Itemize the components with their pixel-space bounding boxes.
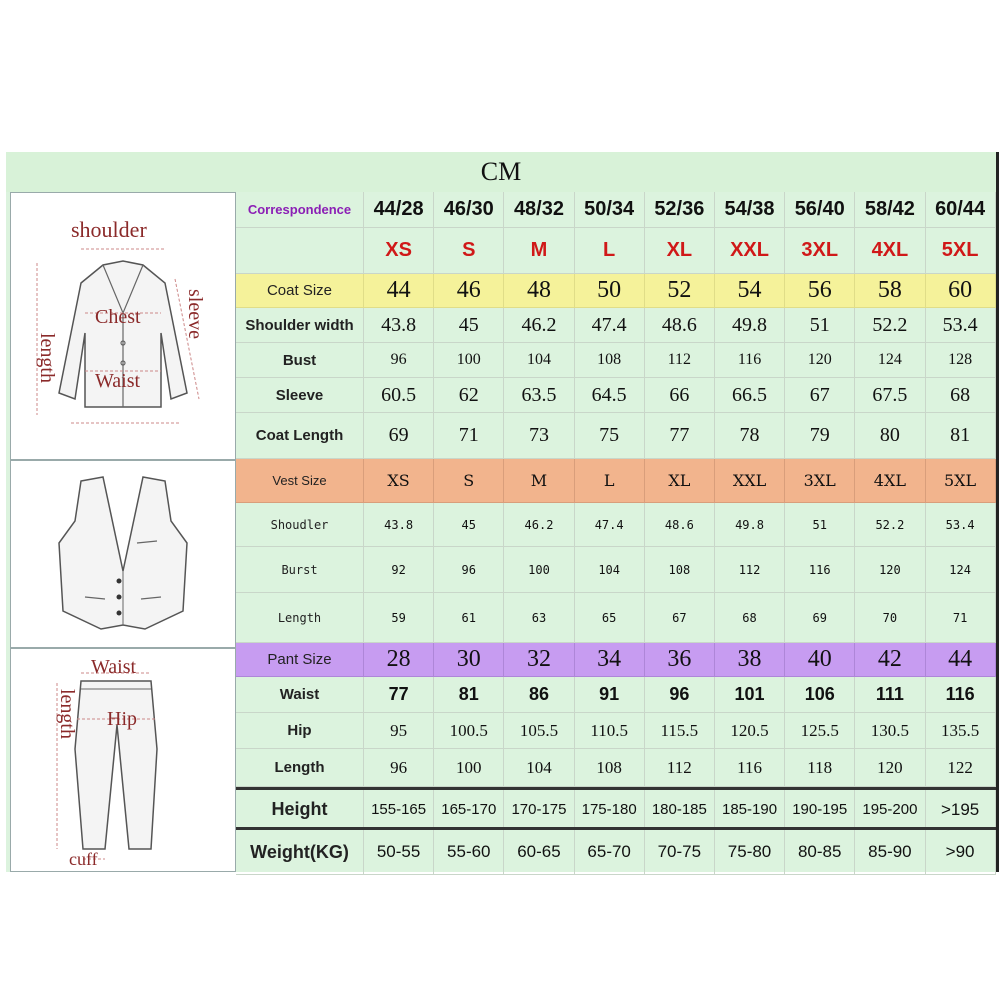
size-cell: 60-65 — [504, 830, 574, 875]
size-cell: 120 — [855, 749, 925, 787]
row-label: Pant Size — [236, 643, 364, 677]
size-cell: 56 — [785, 274, 855, 308]
size-cell: 52.2 — [855, 503, 925, 547]
size-cell: 91 — [575, 677, 645, 713]
size-cell: 79 — [785, 413, 855, 459]
pant-label-length: length — [56, 689, 78, 739]
size-cell: 165-170 — [434, 790, 504, 830]
bust-row — [236, 343, 996, 378]
vest-length-row — [236, 593, 996, 643]
size-cell: 70 — [855, 593, 925, 643]
unit-title: CM — [6, 152, 996, 192]
size-cell: 4XL — [855, 459, 925, 503]
size-cell: 100 — [434, 749, 504, 787]
row-label: Vest Size — [236, 459, 364, 503]
size-cell: 32 — [504, 643, 574, 677]
size-cell: 80-85 — [785, 830, 855, 875]
row-label: Weight(KG) — [236, 830, 364, 875]
size-cell: 77 — [645, 413, 715, 459]
row-label: Coat Size — [236, 274, 364, 308]
size-cell: 59 — [364, 593, 434, 643]
size-cell: 65-70 — [575, 830, 645, 875]
size-cell: 52 — [645, 274, 715, 308]
size-cell: 49.8 — [715, 308, 785, 343]
size-cell: 112 — [645, 343, 715, 378]
size-cell: 110.5 — [575, 713, 645, 749]
size-cell: 44/28 — [364, 192, 434, 228]
pant-size-row — [236, 643, 996, 677]
row-label: Height — [236, 790, 364, 830]
size-cell: 100.5 — [434, 713, 504, 749]
vest-burst-row — [236, 547, 996, 593]
size-cell: 5XL — [926, 459, 996, 503]
coat-size-row — [236, 274, 996, 308]
coat-label-waist: Waist — [95, 370, 141, 392]
pant-label-cuff: cuff — [69, 849, 98, 869]
size-cell: 92 — [364, 547, 434, 593]
size-cell: 96 — [364, 749, 434, 787]
weight-row — [236, 827, 996, 875]
size-cell: 100 — [504, 547, 574, 593]
size-cell: 3XL — [785, 459, 855, 503]
size-cell: 63.5 — [504, 378, 574, 413]
size-cell: 85-90 — [855, 830, 925, 875]
size-cell: 96 — [434, 547, 504, 593]
size-cell: 53.4 — [926, 503, 996, 547]
pant-waist-row — [236, 677, 996, 713]
size-cell: 34 — [575, 643, 645, 677]
size-cell: 86 — [504, 677, 574, 713]
size-cell: 43.8 — [364, 308, 434, 343]
size-cell: 67 — [785, 378, 855, 413]
size-cell: 175-180 — [575, 790, 645, 830]
coat-illustration — [11, 193, 235, 459]
size-cell: 115.5 — [645, 713, 715, 749]
pant-illustration — [11, 649, 235, 871]
size-cell: 58/42 — [855, 192, 925, 228]
size-cell: 45 — [434, 503, 504, 547]
row-label — [236, 228, 364, 274]
size-cell: XXL — [715, 459, 785, 503]
size-cell: 49.8 — [715, 503, 785, 547]
size-cell: XS — [364, 228, 434, 274]
size-cell: 69 — [364, 413, 434, 459]
row-label: Sleeve — [236, 378, 364, 413]
vest-diagram — [10, 460, 236, 648]
size-cell: 120 — [785, 343, 855, 378]
size-cell: 65 — [575, 593, 645, 643]
size-cell: 43.8 — [364, 503, 434, 547]
size-cell: 28 — [364, 643, 434, 677]
size-cell: 68 — [715, 593, 785, 643]
row-label: Hip — [236, 713, 364, 749]
size-cell: 54/38 — [715, 192, 785, 228]
size-cell: 81 — [434, 677, 504, 713]
correspondence-row — [236, 192, 996, 228]
size-cell: XL — [645, 228, 715, 274]
size-cell: 106 — [785, 677, 855, 713]
row-label: Length — [236, 593, 364, 643]
size-cell: 56/40 — [785, 192, 855, 228]
size-cell: 75 — [575, 413, 645, 459]
pant-hip-row — [236, 713, 996, 749]
size-cell: 104 — [504, 343, 574, 378]
size-cell: 112 — [645, 749, 715, 787]
size-cell: 40 — [785, 643, 855, 677]
size-cell: XXL — [715, 228, 785, 274]
size-cell: 190-195 — [785, 790, 855, 830]
size-cell: 47.4 — [575, 503, 645, 547]
size-cell: 70-75 — [645, 830, 715, 875]
size-chart — [6, 152, 999, 872]
size-cell: XS — [364, 459, 434, 503]
size-cell: 50-55 — [364, 830, 434, 875]
size-cell: 44 — [364, 274, 434, 308]
size-cell: L — [575, 459, 645, 503]
size-cell: 120.5 — [715, 713, 785, 749]
size-cell: 52.2 — [855, 308, 925, 343]
height-row — [236, 787, 996, 830]
size-cell: >195 — [926, 790, 996, 830]
size-cell: L — [575, 228, 645, 274]
size-cell: 52/36 — [645, 192, 715, 228]
pant-label-waist: Waist — [91, 656, 137, 678]
size-cell: 55-60 — [434, 830, 504, 875]
size-cell: 67.5 — [855, 378, 925, 413]
size-cell: 71 — [926, 593, 996, 643]
size-cell: 46.2 — [504, 308, 574, 343]
size-cell: 66 — [645, 378, 715, 413]
coat-label-shoulder: shoulder — [71, 217, 147, 242]
size-cell: 128 — [926, 343, 996, 378]
size-cell: 63 — [504, 593, 574, 643]
size-cell: 116 — [715, 749, 785, 787]
size-grid — [236, 192, 996, 872]
size-cell: 108 — [645, 547, 715, 593]
size-cell: 53.4 — [926, 308, 996, 343]
size-cell: 68 — [926, 378, 996, 413]
alpha-size-row — [236, 228, 996, 274]
coat-diagram — [10, 192, 236, 460]
size-cell: 96 — [364, 343, 434, 378]
size-cell: 135.5 — [926, 713, 996, 749]
size-cell: 38 — [715, 643, 785, 677]
size-cell: 44 — [926, 643, 996, 677]
size-cell: M — [504, 459, 574, 503]
size-cell: 130.5 — [855, 713, 925, 749]
size-cell: 105.5 — [504, 713, 574, 749]
pant-diagram — [10, 648, 236, 872]
coat-label-chest: Chest — [95, 306, 141, 328]
size-cell: 46 — [434, 274, 504, 308]
size-cell: 73 — [504, 413, 574, 459]
size-cell: 124 — [926, 547, 996, 593]
size-cell: 47.4 — [575, 308, 645, 343]
pant-length-row — [236, 749, 996, 787]
size-cell: 4XL — [855, 228, 925, 274]
size-cell: 155-165 — [364, 790, 434, 830]
size-cell: 116 — [715, 343, 785, 378]
row-label: Bust — [236, 343, 364, 378]
size-cell: 104 — [575, 547, 645, 593]
pant-label-hip: Hip — [107, 708, 137, 730]
size-cell: 30 — [434, 643, 504, 677]
size-cell: 50/34 — [575, 192, 645, 228]
size-cell: 101 — [715, 677, 785, 713]
size-cell: 75-80 — [715, 830, 785, 875]
row-label: Waist — [236, 677, 364, 713]
size-cell: 185-190 — [715, 790, 785, 830]
size-cell: 46/30 — [434, 192, 504, 228]
size-cell: 122 — [926, 749, 996, 787]
vest-size-row — [236, 459, 996, 503]
size-cell: 51 — [785, 308, 855, 343]
size-cell: 58 — [855, 274, 925, 308]
row-label: Correspondence — [236, 192, 364, 228]
size-cell: 42 — [855, 643, 925, 677]
vest-shoulder-row — [236, 503, 996, 547]
size-cell: 118 — [785, 749, 855, 787]
size-cell: M — [504, 228, 574, 274]
coat-label-sleeve: sleeve — [184, 289, 206, 339]
size-cell: 48.6 — [645, 503, 715, 547]
size-cell: 69 — [785, 593, 855, 643]
size-cell: 60/44 — [926, 192, 996, 228]
row-label: Burst — [236, 547, 364, 593]
size-cell: 48/32 — [504, 192, 574, 228]
size-cell: 71 — [434, 413, 504, 459]
size-cell: 81 — [926, 413, 996, 459]
size-cell: XL — [645, 459, 715, 503]
size-cell: 48.6 — [645, 308, 715, 343]
vest-illustration — [11, 461, 235, 647]
size-cell: 195-200 — [855, 790, 925, 830]
row-label: Shoulder width — [236, 308, 364, 343]
size-cell: 104 — [504, 749, 574, 787]
size-cell: 100 — [434, 343, 504, 378]
size-cell: 112 — [715, 547, 785, 593]
size-cell: 60.5 — [364, 378, 434, 413]
row-label: Shoudler — [236, 503, 364, 547]
size-cell: 111 — [855, 677, 925, 713]
size-cell: 78 — [715, 413, 785, 459]
size-cell: 60 — [926, 274, 996, 308]
coat-length-row — [236, 413, 996, 459]
size-cell: 170-175 — [504, 790, 574, 830]
size-cell: 108 — [575, 749, 645, 787]
size-cell: 36 — [645, 643, 715, 677]
size-cell: 46.2 — [504, 503, 574, 547]
size-cell: S — [434, 228, 504, 274]
size-cell: 54 — [715, 274, 785, 308]
size-cell: 124 — [855, 343, 925, 378]
size-cell: 3XL — [785, 228, 855, 274]
size-cell: 61 — [434, 593, 504, 643]
size-cell: 125.5 — [785, 713, 855, 749]
size-cell: 50 — [575, 274, 645, 308]
shoulder-width-row — [236, 308, 996, 343]
size-cell: 116 — [785, 547, 855, 593]
size-cell: 180-185 — [645, 790, 715, 830]
size-cell: 96 — [645, 677, 715, 713]
row-label: Length — [236, 749, 364, 787]
size-cell: 67 — [645, 593, 715, 643]
size-cell: 120 — [855, 547, 925, 593]
size-cell: 108 — [575, 343, 645, 378]
size-cell: 5XL — [926, 228, 996, 274]
size-cell: 66.5 — [715, 378, 785, 413]
size-cell: 80 — [855, 413, 925, 459]
size-cell: 48 — [504, 274, 574, 308]
row-label: Coat Length — [236, 413, 364, 459]
coat-label-length: length — [36, 333, 58, 383]
size-cell: 95 — [364, 713, 434, 749]
size-cell: 45 — [434, 308, 504, 343]
size-cell: 64.5 — [575, 378, 645, 413]
size-cell: 51 — [785, 503, 855, 547]
sleeve-row — [236, 378, 996, 413]
size-cell: 116 — [926, 677, 996, 713]
size-cell: S — [434, 459, 504, 503]
size-cell: 77 — [364, 677, 434, 713]
size-cell: >90 — [926, 830, 996, 875]
size-cell: 62 — [434, 378, 504, 413]
